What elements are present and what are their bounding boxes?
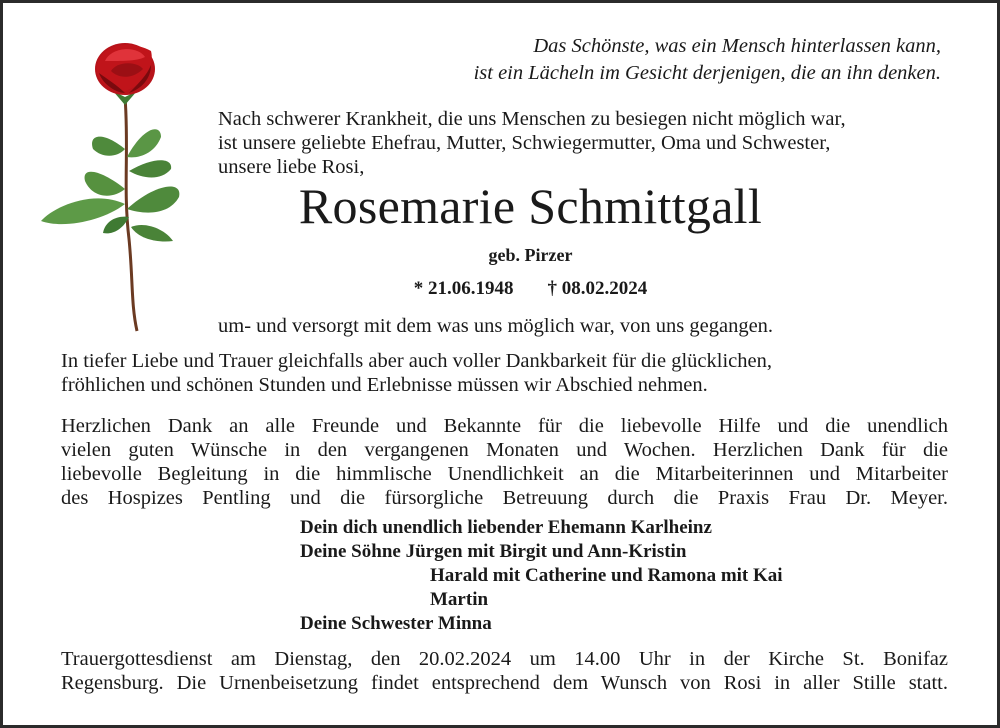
intro-text — [218, 107, 948, 179]
intro-line: unsere liebe Rosi, — [218, 156, 365, 178]
paragraph-line: Regensburg. Die Urnenbeisetzung findet entsprechend dem Wunsch von Rosi in aller Stille statt. — [61, 672, 948, 694]
paragraph-line: Herzlichen Dank an alle Freunde und Bekannte für die liebevolle Hilfe und die unendlich — [61, 415, 948, 437]
paragraph-line: In tiefer Liebe und Trauer gleichfalls aber auch voller Dankbarkeit für die glücklichen, — [61, 350, 772, 372]
quote-line: ist ein Lächeln im Gesicht derjenigen, die an ihn denken. — [473, 62, 941, 84]
paragraph-line: des Hospizes Pentling und die fürsorgliche Betreuung durch die Praxis Frau Dr. Meyer. — [61, 487, 948, 509]
signature-line: Deine Söhne Jürgen mit Birgit und Ann-Kristin — [300, 541, 687, 562]
signature-line: Dein dich unendlich liebender Ehemann Karlheinz — [300, 517, 712, 538]
signature-line: Martin — [430, 589, 489, 610]
quote-line: Das Schönste, was ein Mensch hinterlassen kann, — [533, 35, 941, 57]
birth-name: geb. Pirzer — [488, 245, 573, 265]
mourners-signatures — [300, 516, 900, 636]
farewell-paragraph — [61, 349, 948, 397]
paragraph-line: Trauergottesdienst am Dienstag, den 20.02.2024 um 14.00 Uhr in der Kirche St. Bonifaz — [61, 648, 948, 670]
signature-line: Harald mit Catherine und Ramona mit Kai — [430, 565, 783, 586]
thanks-paragraph — [61, 414, 948, 510]
deceased-name: Rosemarie Schmittgall — [298, 178, 763, 234]
service-info-paragraph — [61, 647, 948, 695]
signature-line: Deine Schwester Minna — [300, 613, 492, 634]
intro-line: ist unsere geliebte Ehefrau, Mutter, Schwiegermutter, Oma und Schwester, — [218, 132, 831, 154]
paragraph-line: vielen guten Wünsche in den vergangenen Monaten und Wochen. Herzlichen Dank für die — [61, 439, 948, 461]
life-dates — [218, 277, 843, 301]
passed-line: um- und versorgt mit dem was uns möglich war, von uns gegangen. — [218, 315, 774, 337]
paragraph-line: liebevolle Begleitung in die himmlische Unendlichkeit an die Mitarbeiterinnen und Mitarbeiter — [61, 463, 948, 485]
intro-line: Nach schwerer Krankheit, die uns Menschen zu besiegen nicht möglich war, — [218, 108, 846, 130]
birth-date: * 21.06.1948 — [413, 278, 514, 299]
memorial-quote — [241, 33, 941, 87]
death-date: † 08.02.2024 — [547, 278, 648, 299]
paragraph-line: fröhlichen und schönen Stunden und Erlebnisse müssen wir Abschied nehmen. — [61, 374, 708, 396]
rose-icon — [33, 39, 203, 334]
